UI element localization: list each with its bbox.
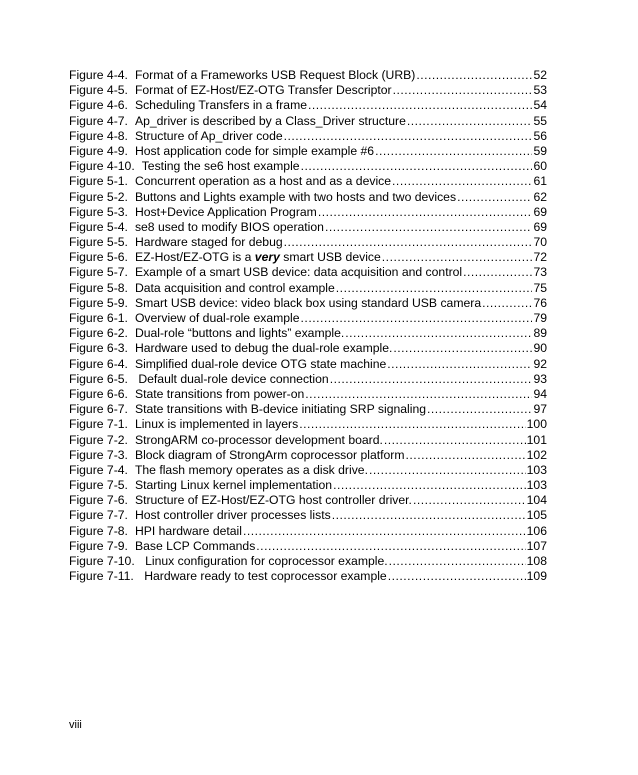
page-ref: 79 [533,311,547,325]
figure-title: Host controller driver processes lists [134,508,331,523]
dot-leader [457,190,532,205]
toc-entry [69,114,547,129]
toc-entry [69,508,547,523]
dot-leader [284,235,533,250]
dot-leader [299,417,525,432]
figure-title: Example of a smart USB device: data acquisition and control [134,265,463,280]
figure-title: EZ-Host/EZ-OTG is a very smart USB device [134,250,381,265]
page-ref: 101 [526,432,547,447]
toc-entry [69,98,547,113]
toc-entry [69,281,547,296]
figure-title: Data acquisition and control example [134,280,335,295]
dot-leader [382,250,533,265]
toc-entry [69,296,547,311]
dot-leader [243,524,526,539]
figure-label: Figure 7-10. [69,554,135,568]
figure-label: Figure 5-1. [69,174,128,189]
dot-leader [463,265,532,280]
page-ref: 102 [526,447,547,462]
figure-title: Testing the se6 host example [141,159,300,174]
figure-title: Structure of Ap_driver code [134,128,283,143]
page-ref: 89 [533,326,547,341]
figure-title: se8 used to modify BIOS operation [134,219,324,234]
page-ref: 75 [533,280,547,295]
dot-leader [325,220,532,235]
page-ref: 54 [533,98,547,113]
figure-label: Figure 5-5. [69,235,128,250]
figure-label: Figure 7-11. [69,569,134,584]
dot-leader [301,159,533,174]
dot-leader [336,281,533,296]
page-ref: 92 [533,356,547,371]
toc-entry [69,205,547,220]
page-ref: 106 [526,523,547,538]
page-number: viii [69,719,82,731]
toc-entry [69,174,547,189]
page-ref: 60 [533,159,547,174]
figure-title: StrongARM co-processor development board. [134,432,383,447]
figure-title: Host application code for simple example #6 [134,143,375,158]
dot-leader [284,129,533,144]
dot-leader [369,463,526,478]
page-ref: 56 [533,128,547,143]
toc-entry [69,326,547,341]
page-ref: 69 [533,219,547,234]
page-ref: 108 [526,554,547,568]
figure-label: Figure 4-8. [69,128,128,143]
figure-label: Figure 5-8. [69,280,128,295]
page-ref: 53 [533,83,547,98]
page-ref: 61 [533,174,547,189]
figure-label: Figure 6-3. [69,341,128,356]
figure-label: Figure 7-1. [69,417,128,432]
figure-title: Base LCP Commands [134,538,256,553]
figure-label: Figure 7-9. [69,538,128,553]
figure-label: Figure 7-4. [69,462,128,477]
dot-leader [345,326,532,341]
figure-title: Buttons and Lights example with two hosts and two devices [134,189,457,204]
figure-title: State transitions from power-on [134,386,305,401]
page-ref: 70 [533,235,547,250]
dot-leader [387,357,532,372]
figure-title: Block diagram of StrongArm coprocessor platform [134,447,405,462]
figure-title: Hardware staged for debug [134,235,283,250]
figure-title: Ap_driver is described by a Class_Driver structure [134,113,406,128]
toc-entry [69,220,547,235]
toc-entry [69,159,547,174]
dot-leader [256,539,525,554]
figure-title: Simplified dual-role device OTG state machine [134,356,387,371]
toc-entry [69,341,547,356]
toc-entry [69,144,547,159]
dot-leader [406,448,526,463]
page-ref: 109 [526,569,547,584]
page-ref: 69 [533,204,547,219]
toc-entry [69,372,547,387]
toc-entry [69,311,547,326]
page-ref: 90 [533,341,547,356]
toc-entry [69,68,547,83]
dot-leader [389,554,526,569]
page-ref: 103 [526,478,547,493]
toc-entry [69,524,547,539]
figure-label: Figure 6-2. [69,326,128,341]
figure-label: Figure 5-2. [69,189,128,204]
toc-entry [69,402,547,417]
figure-label: Figure 5-9. [69,295,128,310]
dot-leader [333,478,526,493]
figure-label: Figure 6-1. [69,311,128,325]
figure-label: Figure 7-6. [69,493,128,508]
figure-title: The flash memory operates as a disk drive. [134,462,368,477]
figure-title: State transitions with B-device initiating SRP signaling [134,402,427,417]
figure-title: Linux configuration for coprocessor example. [141,554,388,568]
dot-leader [332,508,526,523]
dot-leader [305,387,532,402]
page-ref: 100 [526,417,547,432]
dot-leader [482,296,532,311]
page-ref: 104 [526,493,547,508]
figure-title: Format of EZ-Host/EZ-OTG Transfer Descriptor [134,83,392,98]
dot-leader [308,98,532,113]
figure-label: Figure 5-3. [69,204,128,219]
toc-entry [69,493,547,508]
dot-leader [413,493,526,508]
figure-label: Figure 7-3. [69,447,128,462]
dot-leader [375,144,532,159]
figure-label: Figure 6-5. [69,371,128,386]
dot-leader [393,341,532,356]
page-ref: 94 [533,386,547,401]
page-ref: 73 [533,265,547,280]
figure-label: Figure 7-5. [69,478,128,493]
toc-entry [69,478,547,493]
figure-label: Figure 7-8. [69,523,128,538]
figure-title: Hardware used to debug the dual-role example. [134,341,393,356]
dot-leader [407,114,533,129]
toc-entry [69,463,547,478]
dot-leader [330,372,533,387]
figure-label: Figure 5-6. [69,250,128,265]
figure-label: Figure 4-4. [69,68,128,82]
page-ref: 72 [533,250,547,265]
toc-entry [69,357,547,372]
toc-entry [69,569,547,584]
toc-entry [69,433,547,448]
emphasis-text: very [254,250,280,265]
figure-label: Figure 4-6. [69,98,128,113]
figure-label: Figure 4-7. [69,113,128,128]
figure-title: Overview of dual-role example [134,311,300,325]
figure-title: Concurrent operation as a host and as a device [134,174,392,189]
figure-title: Starting Linux kernel implementation [134,478,333,493]
toc-entry [69,554,547,569]
toc-entry [69,250,547,265]
page-ref: 93 [533,371,547,386]
figure-title: Hardware ready to test coprocessor example [140,569,387,584]
page-ref: 59 [533,143,547,158]
dot-leader [318,205,533,220]
figure-title: Structure of EZ-Host/EZ-OTG host controller driver. [134,493,412,508]
figure-label: Figure 7-2. [69,432,128,447]
figure-label: Figure 4-9. [69,143,128,158]
dot-leader [393,83,533,98]
page-ref: 76 [533,295,547,310]
dot-leader [427,402,532,417]
figure-label: Figure 6-7. [69,402,128,417]
list-of-figures [69,68,547,584]
figure-title: Scheduling Transfers in a frame [134,98,308,113]
figure-title: Dual-role “buttons and lights” example. [134,326,345,341]
figure-label: Figure 5-7. [69,265,128,280]
dot-leader [384,433,526,448]
dot-leader [388,569,526,584]
figure-label: Figure 7-7. [69,508,128,523]
toc-entry [69,387,547,402]
figure-label: Figure 6-6. [69,386,128,401]
figure-label: Figure 4-5. [69,83,128,98]
figure-title: Host+Device Application Program [134,204,317,219]
figure-label: Figure 4-10. [69,159,135,174]
toc-entry [69,129,547,144]
figure-title: Default dual-role device connection [134,371,329,386]
figure-title: Smart USB device: video black box using standard USB camera [134,295,482,310]
toc-entry [69,265,547,280]
dot-leader [301,311,533,326]
page-ref: 52 [533,68,547,82]
page-ref: 55 [533,113,547,128]
page-ref: 103 [526,462,547,477]
dot-leader [416,68,532,83]
figure-label: Figure 6-4. [69,356,128,371]
figure-label: Figure 5-4. [69,219,128,234]
figure-title: HPI hardware detail [134,523,242,538]
toc-entry [69,190,547,205]
toc-entry [69,539,547,554]
figure-title: Linux is implemented in layers [134,417,299,432]
page-ref: 97 [533,402,547,417]
page-ref: 62 [533,189,547,204]
toc-entry [69,83,547,98]
toc-entry [69,417,547,432]
figure-title: Format of a Frameworks USB Request Block (URB) [134,68,416,82]
page-ref: 107 [526,538,547,553]
toc-entry [69,235,547,250]
page-ref: 105 [526,508,547,523]
toc-entry [69,448,547,463]
dot-leader [392,174,532,189]
